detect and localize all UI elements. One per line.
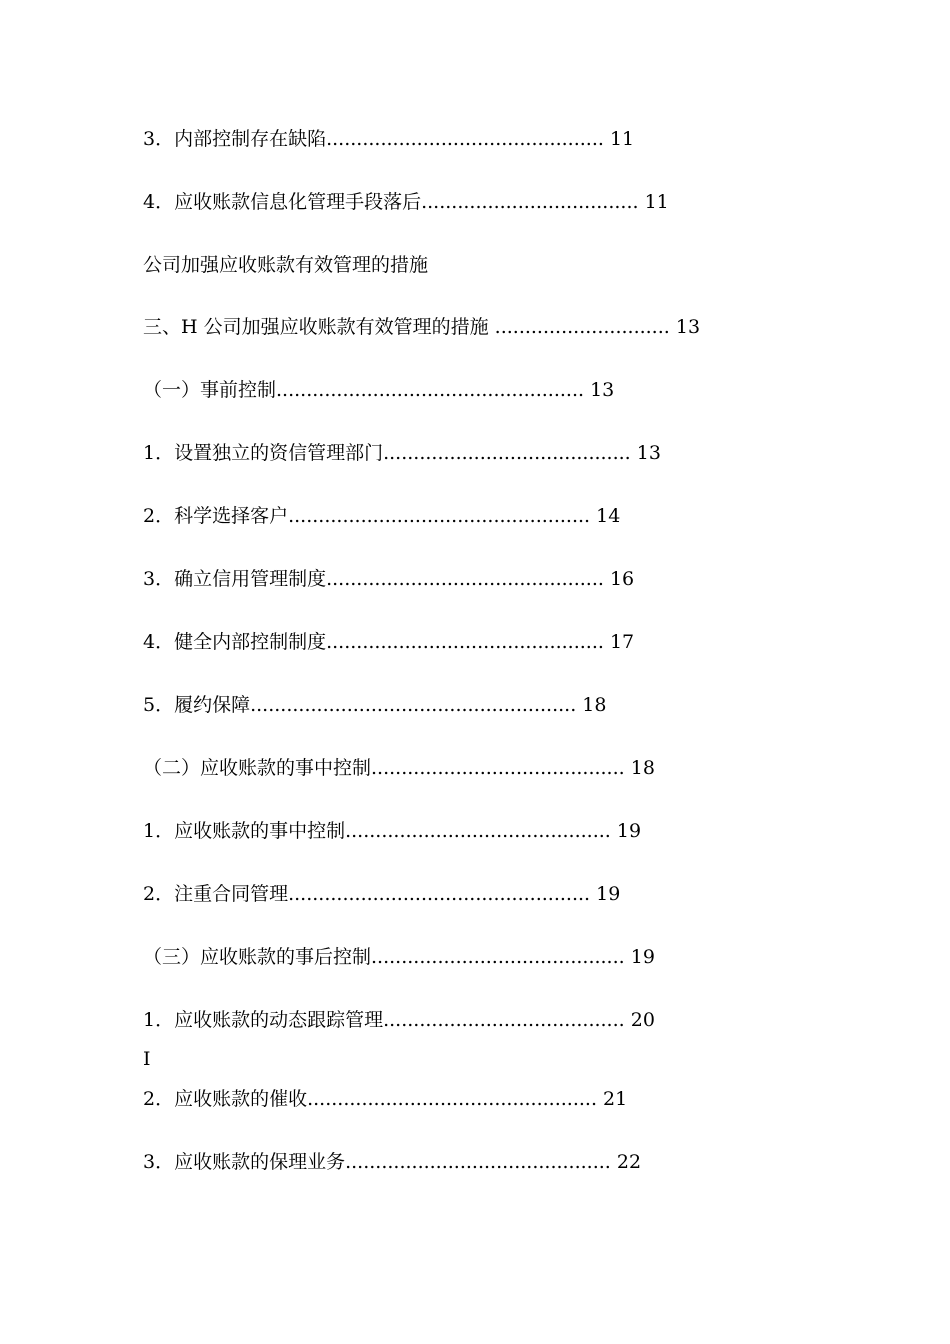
toc-entry[interactable] (143, 945, 655, 969)
toc-entry-leader: .............................................. (326, 568, 604, 590)
toc-entry-page: 19 (610, 820, 642, 842)
toc-entry-leader: ............................................ (345, 820, 611, 842)
toc-entry-page: 19 (590, 883, 621, 905)
toc-entry[interactable] (143, 756, 655, 780)
toc-entry-page: 21 (597, 1088, 628, 1110)
toc-entry[interactable] (143, 378, 614, 402)
toc-entry-leader: .............................................. (326, 128, 604, 150)
toc-entry[interactable] (143, 253, 428, 277)
toc-entry-label: 公司加强应收账款有效管理的措施 (143, 254, 429, 276)
toc-entry-label: 1．应收账款的事中控制 (143, 820, 346, 842)
toc-entry-label: 3．确立信用管理制度 (143, 568, 327, 590)
toc-entry[interactable] (143, 504, 620, 528)
toc-entry-page: 13 (584, 379, 615, 401)
toc-entry-label: 3．内部控制存在缺陷 (143, 128, 327, 150)
toc-entry[interactable] (143, 190, 669, 214)
toc-entry[interactable] (143, 882, 620, 906)
toc-entry-page: 14 (590, 505, 621, 527)
toc-entry-label: 4．健全内部控制制度 (143, 631, 327, 653)
toc-entry-label: 2．科学选择客户 (143, 505, 289, 527)
toc-entry-label: （一）事前控制 (143, 379, 277, 401)
toc-entry-page: 18 (576, 694, 607, 716)
toc-entry[interactable] (143, 567, 634, 591)
toc-entry-label: 三、H 公司加强应收账款有效管理的措施 (143, 316, 495, 338)
toc-entry-page: 13 (630, 442, 661, 464)
toc-entry-leader: ................................................ (307, 1088, 597, 1110)
toc-entry-label: 2．应收账款的催收 (143, 1088, 308, 1110)
toc-entry-label: 3．应收账款的保理业务 (143, 1151, 346, 1173)
toc-entry-leader: ............................................ (345, 1151, 611, 1173)
toc-entry-page: 11 (603, 128, 635, 150)
toc-entry-leader: ................................................... (276, 379, 585, 401)
toc-entry-page: 11 (638, 191, 669, 213)
toc-entry-leader: ......................................... (383, 442, 631, 464)
page-marker: I (143, 1048, 151, 1070)
toc-entry[interactable] (143, 315, 700, 339)
toc-entry[interactable] (143, 819, 641, 843)
toc-entry[interactable] (143, 1008, 655, 1032)
toc-entry-label: （二）应收账款的事中控制 (143, 757, 372, 779)
toc-entry[interactable] (143, 1150, 641, 1174)
toc-entry-leader: .................................................. (288, 883, 591, 905)
toc-entry-label: 4．应收账款信息化管理手段落后 (143, 191, 422, 213)
toc-entry-leader: ............................. (494, 316, 670, 338)
toc-entry-label: 5．履约保障 (143, 694, 251, 716)
toc-entry[interactable] (143, 630, 634, 654)
toc-entry-page: 18 (624, 757, 655, 779)
toc-entry-label: 1．应收账款的动态跟踪管理 (143, 1009, 384, 1031)
toc-entry-leader: .......................................... (371, 757, 625, 779)
toc-entry[interactable] (143, 441, 661, 465)
toc-entry-page: 19 (624, 946, 655, 968)
toc-entry-page: 22 (610, 1151, 642, 1173)
toc-entry-label: （三）应收账款的事后控制 (143, 946, 372, 968)
toc-entry-page: 13 (669, 316, 701, 338)
toc-entry[interactable] (143, 1087, 627, 1111)
toc-entry-label: 1．设置独立的资信管理部门 (143, 442, 384, 464)
toc-entry-label: 2．注重合同管理 (143, 883, 289, 905)
toc-entry-leader: ........................................ (383, 1009, 625, 1031)
toc-entry-leader: .................................................. (288, 505, 591, 527)
toc-entry-page: 16 (603, 568, 635, 590)
toc-entry-leader: .................................... (421, 191, 639, 213)
toc-entry-leader: .............................................. (326, 631, 604, 653)
toc-entry-leader: .......................................... (371, 946, 625, 968)
toc-entry-page: 20 (624, 1009, 655, 1031)
toc-entry[interactable] (143, 127, 634, 151)
toc-entry-leader: ...................................................... (250, 694, 577, 716)
toc-entry[interactable] (143, 693, 606, 717)
toc-entry-page: 17 (603, 631, 635, 653)
